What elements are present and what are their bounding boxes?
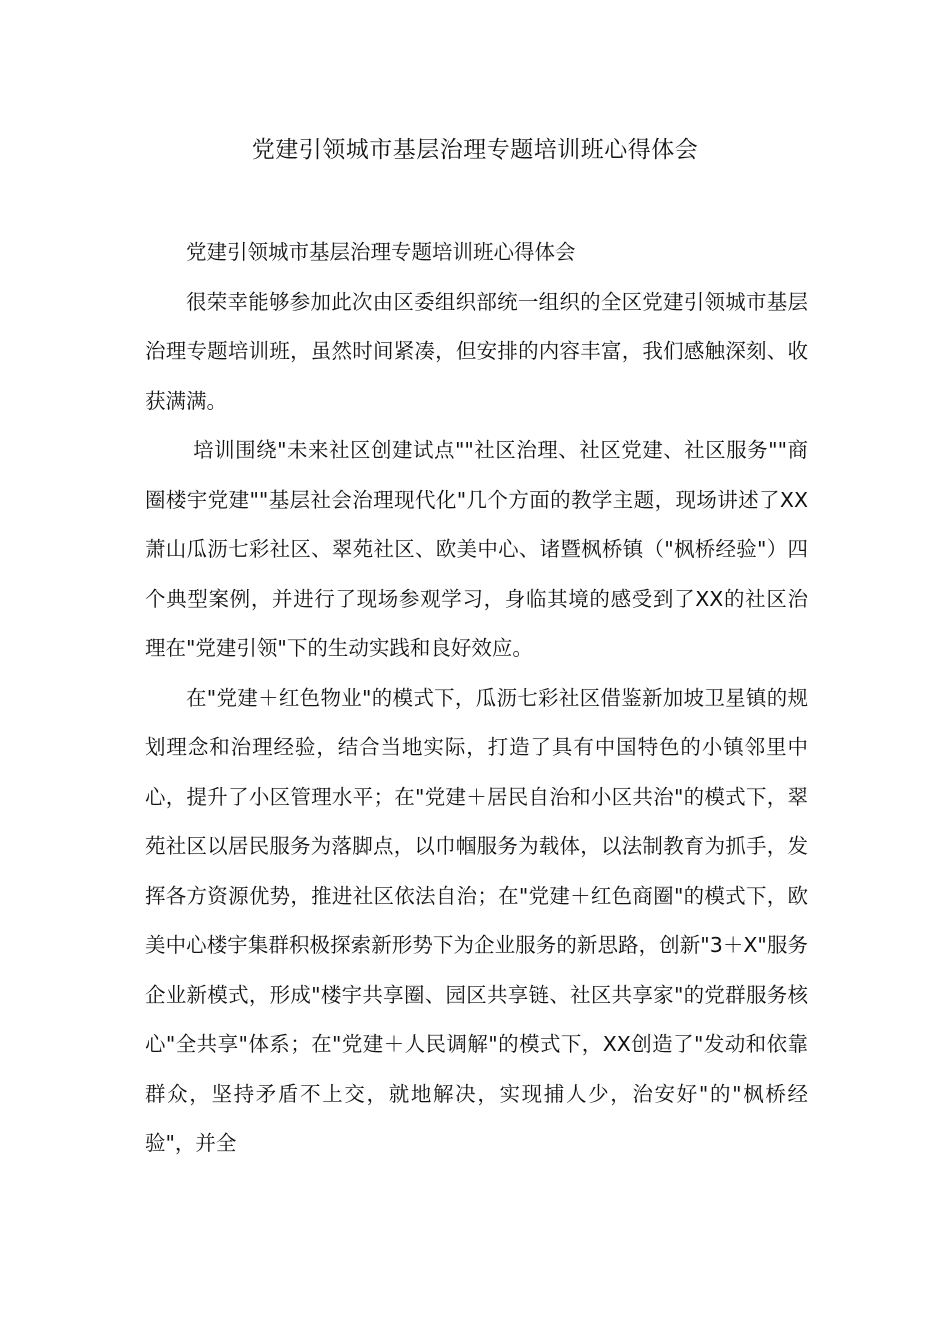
paragraph-intro: 很荣幸能够参加此次由区委组织部统一组织的全区党建引领城市基层治理专题培训班，虽然时间紧凑，但安排的内容丰富，我们感触深刻、收获满满。	[145, 289, 808, 413]
document-title: 党建引领城市基层治理专题培训班心得体会	[251, 137, 699, 163]
paragraph-subtitle: 党建引领城市基层治理专题培训班心得体会	[186, 240, 576, 264]
paragraph-case-models: 在"党建＋红色物业"的模式下，瓜沥七彩社区借鉴新加坡卫星镇的规划理念和治理经验，结合当地实际，打造了具有中国特色的小镇邻里中心，提升了小区管理水平；在"党建＋居民自治和小区共治"的模式下，翠苑社区以居民服务为落脚点，以巾帼服务为载体，以法制教育为抓手，发挥各方资源优势，推进社区依法自治；在"党建＋红色商圈"的模式下，欧美中心楼宇集群积极探索新形势下为企业服务的新思路，创新"3＋X"服务企业新模式，形成"楼宇共享圈、园区共享链、社区共享家"的党群服务核心"全共享"体系；在"党建＋人民调解"的模式下，XX创造了"发动和依靠群众，坚持矛盾不上交，就地解决，实现捕人少，治安好"的"枫桥经验"，并全	[145, 685, 808, 1155]
paragraph-training-topics: 培训围绕"未来社区创建试点""社区治理、社区党建、社区服务""商圈楼宇党建""基层社会治理现代化"几个方面的教学主题，现场讲述了XX萧山瓜沥七彩社区、翠苑社区、欧美中心、诸暨枫桥镇（"枫桥经验"）四个典型案例，并进行了现场参观学习，身临其境的感受到了XX的社区治理在"党建引领"下的生动实践和良好效应。	[145, 438, 808, 660]
document-body	[145, 228, 808, 1169]
